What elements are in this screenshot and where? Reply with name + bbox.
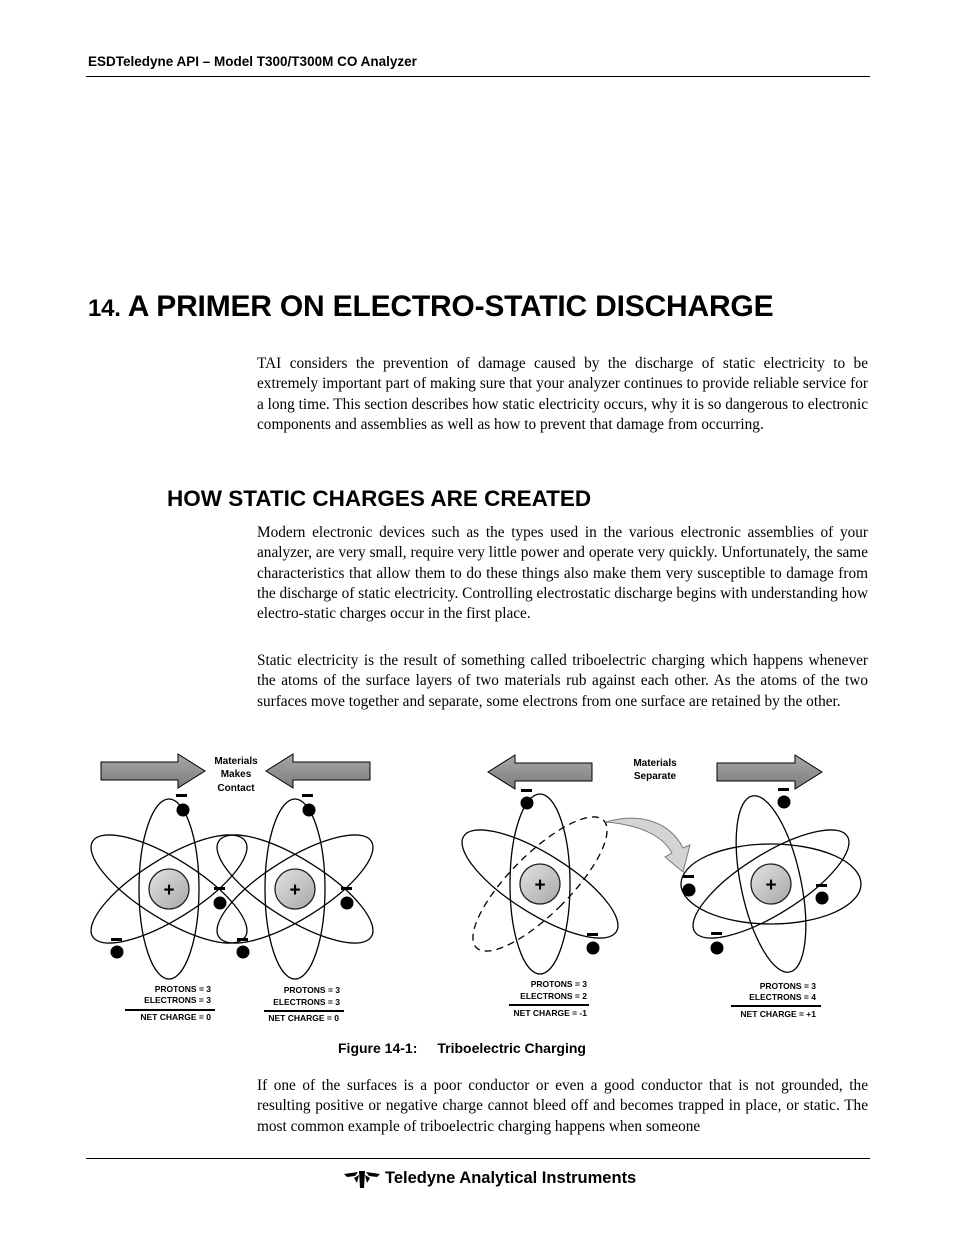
atom-2-net-charge: NET CHARGE = 0: [268, 1013, 339, 1023]
nucleus-plus: +: [534, 875, 546, 896]
atom-3-protons: PROTONS = 3: [530, 979, 587, 989]
figure-caption-number: Figure 14-1:: [338, 1040, 418, 1056]
electron-transfer-arrow-icon: [606, 818, 690, 872]
atom-4-protons: PROTONS = 3: [759, 981, 816, 991]
arrow-left-icon: [488, 755, 592, 789]
atom-1-protons: PROTONS = 3: [154, 984, 211, 994]
atom-3-electrons: ELECTRONS = 2: [520, 991, 587, 1001]
atom-3-net-charge: NET CHARGE = -1: [513, 1008, 587, 1018]
chapter-heading: [88, 290, 773, 324]
page-footer: [344, 1168, 636, 1188]
separate-label-line-1: Materials: [633, 758, 677, 769]
separate-label-line-2: Separate: [633, 771, 677, 782]
atom-2-electrons: ELECTRONS = 3: [273, 997, 340, 1007]
figure-caption: [338, 1040, 586, 1056]
contact-label-line-1: Materials: [214, 756, 258, 767]
teledyne-logo-icon: [344, 1168, 380, 1188]
atom-2-protons: PROTONS = 3: [283, 985, 340, 995]
atom-1-electrons: ELECTRONS = 3: [144, 995, 211, 1005]
atom-4-net-charge: NET CHARGE = +1: [740, 1009, 816, 1019]
arrow-right-icon: [717, 755, 822, 789]
figure-caption-title: Triboelectric Charging: [437, 1040, 586, 1056]
intro-paragraph: TAI considers the prevention of damage caused by the discharge of static electricity to be extremely important part of making sure that your analyzer continues to provide reliable service for a long time. This section describes how static electricity occurs, why it is so dangerous to electronic components and assemblies as well as how to prevent that damage from occurring.: [257, 355, 868, 433]
arrow-left-icon: [266, 754, 370, 788]
footer-rule: [86, 1158, 870, 1159]
section-heading: HOW STATIC CHARGES ARE CREATED: [167, 486, 592, 511]
chapter-title: A PRIMER ON ELECTRO-STATIC DISCHARGE: [127, 290, 774, 323]
running-header: ESDTeledyne API – Model T300/T300M CO Analyzer: [88, 54, 417, 69]
atom-4-electrons: ELECTRONS = 4: [749, 992, 816, 1002]
section-paragraph-1: Modern electronic devices such as the types used in the various electronic assemblies of your analyzer, are very small, require very little power and operate very quickly. Unfortunately, the same characteristics that allow them to do these things also make them very susceptible to damage from the discharge of static electricity. Controlling electrostatic discharge begins with understanding how electro-static charges occur in the first place.: [257, 524, 869, 623]
closing-paragraph: If one of the surfaces is a poor conductor or even a good conductor that is not grounded, the resulting positive or negative charge cannot bleed off and becomes trapped in place, or static. The most common example of triboelectric charging happens when someone: [257, 1077, 868, 1135]
atom-1-net-charge: NET CHARGE = 0: [140, 1012, 211, 1022]
arrow-right-icon: [101, 754, 205, 788]
footer-text: Teledyne Analytical Instruments: [385, 1168, 637, 1187]
nucleus-plus: +: [163, 880, 175, 901]
chapter-number: 14.: [88, 295, 121, 322]
contact-label-line-2: Makes: [220, 769, 252, 780]
triboelectric-figure: [0, 740, 954, 1040]
contact-label-line-3: Contact: [217, 783, 255, 794]
nucleus-plus: +: [765, 875, 777, 896]
section-paragraph-2: Static electricity is the result of something called triboelectric charging which happens whenever the atoms of the surface layers of two materials rub against each other. As the atoms of the two surfaces move together and separate, some electrons from one surface are retained by the other.: [257, 652, 868, 710]
nucleus-plus: +: [289, 880, 301, 901]
header-rule: [86, 76, 870, 77]
